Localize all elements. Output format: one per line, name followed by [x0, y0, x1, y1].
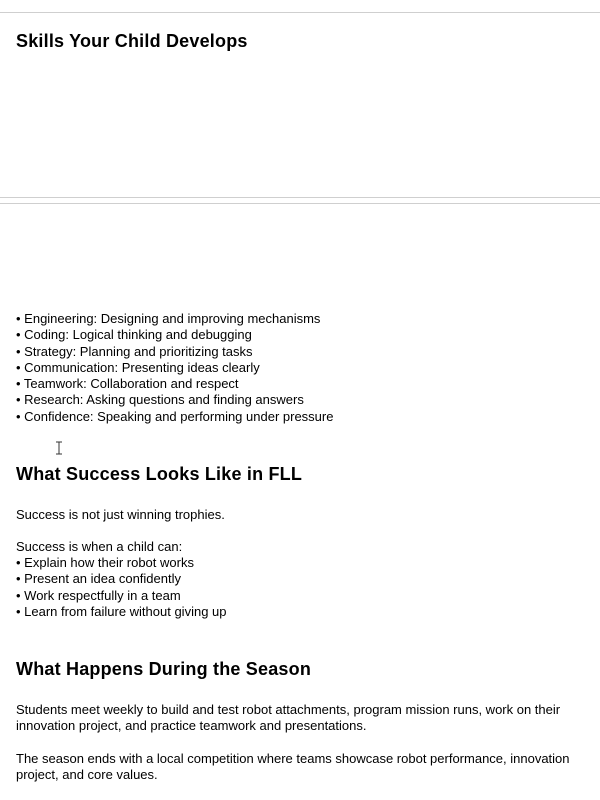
text-cursor-icon — [55, 441, 63, 455]
skills-list-item: • Engineering: Designing and improving mechanisms — [16, 311, 321, 326]
season-paragraph-weekly: Students meet weekly to build and test robot attachments, program mission runs, work on their innovation project, and practice teamwork and presentations. — [16, 702, 561, 734]
skills-list-item: • Coding: Logical thinking and debugging — [16, 327, 252, 343]
success-list-item: • Explain how their robot works — [16, 555, 194, 570]
season-heading: What Happens During the Season — [16, 659, 312, 679]
skills-list — [16, 311, 333, 425]
success-list-item: • Learn from failure without giving up — [16, 603, 227, 619]
divider-top — [0, 12, 600, 13]
skills-heading: Skills Your Child Develops — [16, 31, 248, 51]
divider-lower — [0, 203, 600, 204]
divider-upper — [0, 197, 600, 198]
success-list-item: • Work respectfully in a team — [16, 587, 181, 603]
skills-list-item: • Communication: Presenting ideas clearly — [16, 359, 260, 375]
skills-list-item: • Research: Asking questions and finding answers — [16, 392, 304, 408]
success-heading: What Success Looks Like in FLL — [16, 464, 303, 484]
skills-list-item: • Strategy: Planning and prioritizing tasks — [16, 343, 253, 359]
success-lead: Success is when a child can: — [16, 539, 183, 554]
skills-list-item: • Teamwork: Collaboration and respect — [16, 376, 239, 392]
success-list-item: • Present an idea confidently — [16, 571, 181, 587]
success-list — [16, 555, 227, 620]
success-intro: Success is not just winning trophies. — [16, 507, 225, 522]
season-paragraph-competition: The season ends with a local competition where teams showcase robot performance, innovation project, and core values. — [16, 751, 570, 783]
skills-list-item: • Confidence: Speaking and performing under pressure — [16, 408, 334, 424]
